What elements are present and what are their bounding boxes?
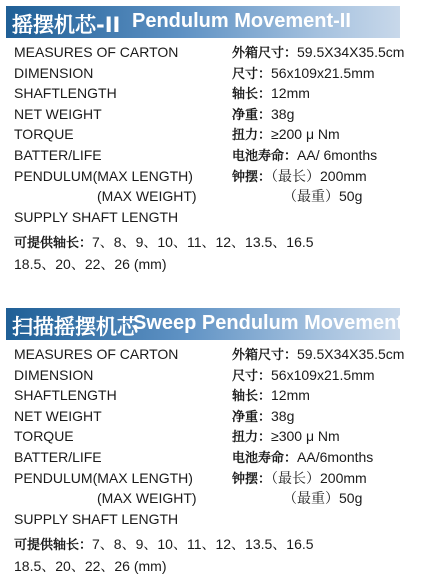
- spec-value-key: 轴长：: [232, 389, 272, 405]
- lengths-line-1: [14, 232, 314, 254]
- lengths-line-2: 18.5、20、22、26 (mm): [14, 558, 167, 574]
- spec-value-text: （最重）50g: [283, 490, 363, 507]
- spec-value-text: AA/ 6months: [297, 146, 378, 163]
- spec-row: [0, 365, 433, 386]
- spec-label: TORQUE: [14, 428, 74, 445]
- spec-row: [0, 145, 433, 166]
- spec-row: [0, 406, 433, 427]
- spec-value-text: 59.5X34X35.5cm: [297, 44, 405, 60]
- spec-value: [232, 447, 373, 470]
- lengths-label: 可提供轴长：: [14, 538, 93, 553]
- spec-row: [0, 447, 433, 468]
- spec-value: [232, 63, 375, 86]
- spec-row: [0, 104, 433, 125]
- spec-value: [232, 83, 310, 106]
- spec-value-text: （最长）200mm: [271, 469, 367, 486]
- spec-label: SHAFTLENGTH: [14, 85, 117, 102]
- lengths-label: 可提供轴长：: [14, 236, 93, 251]
- spec-label: NET WEIGHT: [14, 105, 102, 122]
- spec-section-sweep-pendulum: [0, 302, 433, 578]
- spec-value-text: （最长）200mm: [271, 167, 367, 184]
- spec-value: [283, 186, 362, 209]
- spec-value-text: 38g: [271, 407, 295, 424]
- spec-label: MEASURES OF CARTON: [14, 346, 179, 362]
- spec-value: [232, 104, 294, 127]
- spec-row: [0, 426, 433, 447]
- spec-value-key: 净重：: [232, 107, 272, 123]
- spec-value-text: ≥300 μ Nm: [271, 428, 340, 445]
- spec-label: DIMENSION: [14, 366, 94, 383]
- spec-value-text: 38g: [271, 105, 295, 122]
- spec-value-text: 59.5X34X35.5cm: [297, 346, 405, 362]
- section-title-english: Sweep Pendulum Movement: [133, 312, 404, 334]
- section-title-chinese: 扫描摇摆机芯: [12, 315, 138, 339]
- spec-label: SHAFTLENGTH: [14, 387, 117, 404]
- spec-label: NET WEIGHT: [14, 407, 102, 424]
- lengths-values-1: 7、8、9、10、11、12、13.5、16.5: [92, 536, 314, 552]
- spec-section-pendulum-ii: [0, 0, 433, 276]
- section-title-bar: [6, 308, 404, 340]
- spec-value-text: 56x109x21.5mm: [271, 64, 375, 81]
- spec-row: [0, 207, 433, 228]
- available-shaft-lengths: [14, 232, 314, 275]
- spec-row: [0, 124, 433, 145]
- spec-value: [232, 365, 375, 388]
- spec-value-key: 净重：: [232, 409, 272, 425]
- lengths-values-1: 7、8、9、10、11、12、13.5、16.5: [92, 234, 314, 250]
- spec-label: BATTER/LIFE: [14, 448, 102, 465]
- spec-row: [0, 63, 433, 84]
- spec-value: [232, 42, 404, 65]
- spec-value-key: 尺寸：: [232, 66, 272, 82]
- spec-value: [283, 488, 362, 511]
- spec-row: [0, 344, 433, 365]
- spec-value-key: 外箱尺寸：: [232, 348, 298, 363]
- spec-label: MEASURES OF CARTON: [14, 44, 179, 60]
- spec-label: (MAX WEIGHT): [97, 188, 197, 205]
- spec-label: DIMENSION: [14, 64, 94, 81]
- spec-value-key: 轴长：: [232, 87, 272, 103]
- spec-value-key: 尺寸：: [232, 368, 272, 384]
- spec-row: [0, 83, 433, 104]
- spec-value-text: ≥200 μ Nm: [271, 126, 340, 143]
- section-title-chinese: 摇摆机芯-II: [12, 13, 121, 37]
- spec-row: [0, 509, 433, 530]
- spec-rows: [0, 344, 433, 529]
- section-title-english: Pendulum Movement-II: [132, 10, 351, 32]
- spec-row: [0, 488, 433, 509]
- spec-value-text: （最重）50g: [283, 188, 363, 205]
- available-shaft-lengths: [14, 534, 314, 577]
- spec-value: [232, 124, 340, 147]
- spec-value: [232, 406, 294, 429]
- spec-value: [232, 145, 377, 168]
- spec-value-key: 钟摆：: [232, 471, 272, 487]
- spec-rows: [0, 42, 433, 227]
- spec-label: BATTER/LIFE: [14, 146, 102, 163]
- lengths-line-1: [14, 534, 314, 556]
- spec-row: [0, 468, 433, 489]
- spec-label: (MAX WEIGHT): [97, 490, 197, 507]
- spec-value-key: 钟摆：: [232, 169, 272, 185]
- spec-row: [0, 186, 433, 207]
- spec-row: [0, 166, 433, 187]
- spec-value: [232, 385, 310, 408]
- spec-value: [232, 468, 367, 491]
- spec-value-text: AA/6months: [297, 448, 374, 465]
- spec-value-text: 12mm: [271, 85, 310, 102]
- spec-value-key: 扭力：: [232, 430, 272, 446]
- spec-value: [232, 426, 340, 449]
- spec-value: [232, 166, 367, 189]
- spec-row: [0, 385, 433, 406]
- spec-label: TORQUE: [14, 126, 74, 143]
- spec-value-key: 电池寿命：: [232, 148, 298, 164]
- spec-row: [0, 42, 433, 63]
- spec-value: [232, 344, 404, 367]
- spec-value-text: 12mm: [271, 387, 310, 404]
- spec-label: PENDULUM(MAX LENGTH): [14, 469, 193, 486]
- section-title-bar: [6, 6, 400, 38]
- spec-value-key: 电池寿命：: [232, 450, 298, 466]
- spec-value-key: 扭力：: [232, 128, 272, 144]
- spec-value-key: 外箱尺寸：: [232, 46, 298, 61]
- spec-label: PENDULUM(MAX LENGTH): [14, 167, 193, 184]
- lengths-line-2: 18.5、20、22、26 (mm): [14, 256, 167, 272]
- spec-value-text: 56x109x21.5mm: [271, 366, 375, 383]
- spec-label: SUPPLY SHAFT LENGTH: [14, 510, 179, 527]
- spec-label: SUPPLY SHAFT LENGTH: [14, 208, 179, 225]
